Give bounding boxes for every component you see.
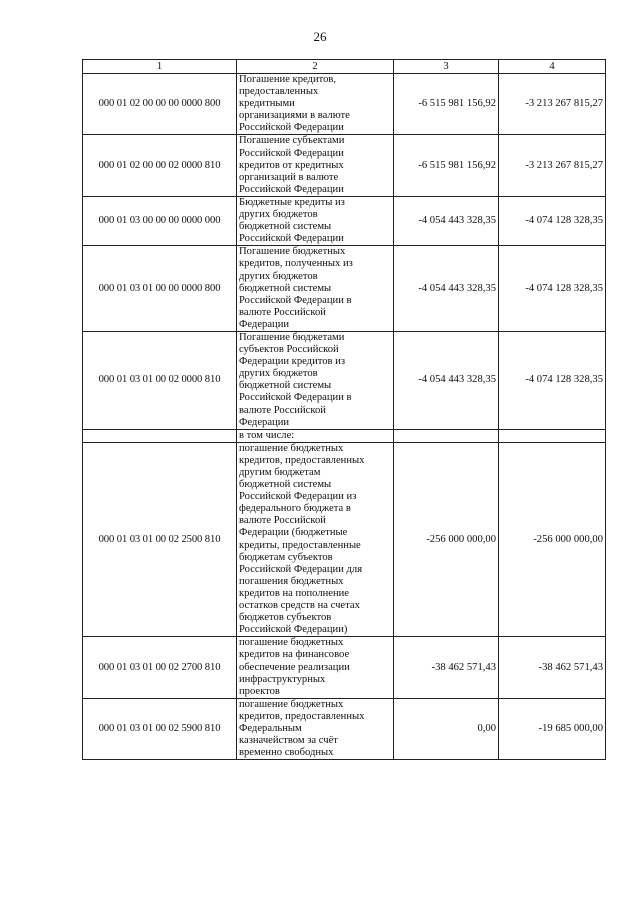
column-header-3: 3 [394, 60, 499, 74]
item-name-line: погашение бюджетных [239, 637, 344, 649]
amount-col3-cell: -4 054 443 328,35 [394, 196, 499, 245]
item-name-line: Федерации (бюджетные [239, 527, 348, 539]
column-header-1: 1 [83, 60, 237, 74]
item-name-cell [237, 196, 394, 245]
item-name-line: другим бюджетам [239, 467, 321, 478]
item-name-line: Российской Федерации в [239, 294, 352, 306]
budget-code-cell: 000 01 02 00 00 00 0000 800 [83, 74, 237, 135]
item-name-line: других бюджетов [239, 270, 318, 282]
item-name-line: других бюджетов [239, 368, 318, 380]
item-name-line: валюте Российской [239, 515, 326, 527]
item-name-line: бюджетной системы [239, 479, 332, 491]
amount-col4-cell: -4 074 128 328,35 [499, 196, 606, 245]
budget-code-cell: 000 01 03 01 00 02 2500 810 [83, 442, 237, 637]
budget-table [82, 59, 606, 760]
item-name-line: Российской Федерации [239, 147, 344, 159]
item-name-line: казначейством за счёт [239, 735, 338, 747]
amount-col3-cell: 0,00 [394, 698, 499, 759]
page-number: 26 [313, 29, 327, 44]
item-name-cell [237, 442, 394, 637]
column-header-2: 2 [237, 60, 394, 74]
table-body [83, 74, 606, 760]
item-name-line: Российской Федерации из [239, 491, 357, 503]
amount-col4-cell: -4 074 128 328,35 [499, 331, 606, 429]
amount-col3-cell: -38 462 571,43 [394, 637, 499, 698]
item-name-line: бюджетной системы [239, 221, 332, 233]
item-name-line: погашения бюджетных [239, 575, 344, 587]
item-name-line: Погашение субъектами [239, 135, 345, 147]
item-name-cell [237, 698, 394, 759]
item-name-line: организациями в валюте [239, 110, 350, 122]
item-name-line: Федеральным [239, 722, 302, 734]
item-name-line: Бюджетные кредиты из [239, 196, 345, 208]
budget-code-cell [83, 429, 237, 442]
amount-col4-cell: -19 685 000,00 [499, 698, 606, 759]
item-name-line: Российской Федерации [239, 122, 344, 134]
amount-col3-cell [394, 429, 499, 442]
item-name-line: погашение бюджетных [239, 442, 344, 454]
item-name-line: предоставленных [239, 86, 319, 98]
item-name-cell [237, 135, 394, 196]
table-row [83, 196, 606, 245]
item-name-line: валюте Российской [239, 404, 326, 416]
item-name-line: Федерации [239, 318, 290, 330]
table-row [83, 135, 606, 196]
item-name-cell [237, 246, 394, 332]
item-name-line: кредитов на финансовое [239, 649, 350, 661]
item-name-line: в том числе: [239, 429, 295, 441]
item-name-line: обеспечение реализации [239, 661, 350, 673]
item-name-line: Погашение бюджетных [239, 246, 346, 258]
item-name-line: проектов [239, 685, 280, 697]
item-name-cell [237, 331, 394, 429]
item-name-line: бюджетной системы [239, 282, 332, 294]
budget-code-cell: 000 01 03 01 00 00 0000 800 [83, 246, 237, 332]
amount-col3-cell: -4 054 443 328,35 [394, 246, 499, 332]
item-name-line: бюджетов субъектов [239, 612, 332, 624]
item-name-line: Федерации [239, 416, 290, 428]
item-name-line: остатков средств на счетах [239, 600, 360, 612]
amount-col3-cell: -4 054 443 328,35 [394, 331, 499, 429]
item-name-line: Российской Федерации [239, 183, 344, 195]
table-row [83, 442, 606, 637]
item-name-line: Российской Федерации для [239, 563, 363, 575]
item-name-line: федерального бюджета в [239, 503, 351, 515]
table-row [83, 637, 606, 698]
item-name-line: валюте Российской [239, 306, 326, 318]
table-row [83, 246, 606, 332]
amount-col4-cell: -38 462 571,43 [499, 637, 606, 698]
amount-col4-cell: -4 074 128 328,35 [499, 246, 606, 332]
item-name-line: кредитов, предоставленных [239, 710, 365, 722]
budget-code-cell: 000 01 03 01 00 02 0000 810 [83, 331, 237, 429]
item-name-line: кредитов, полученных из [239, 258, 353, 270]
amount-col4-cell: -256 000 000,00 [499, 442, 606, 637]
item-name-line: погашение бюджетных [239, 698, 344, 710]
item-name-line: Российской Федерации в [239, 392, 352, 404]
item-name-line: субъектов Российской [239, 344, 339, 356]
item-name-cell [237, 74, 394, 135]
budget-code-cell: 000 01 03 01 00 02 2700 810 [83, 637, 237, 698]
budget-code-cell: 000 01 03 01 00 02 5900 810 [83, 698, 237, 759]
column-header-4: 4 [499, 60, 606, 74]
item-name-line: Российской Федерации [239, 233, 344, 245]
budget-code-cell: 000 01 03 00 00 00 0000 000 [83, 196, 237, 245]
item-name-line: временно свободных [239, 747, 334, 759]
item-name-cell [237, 637, 394, 698]
item-name-line: кредитов от кредитных [239, 159, 344, 171]
amount-col4-cell: -3 213 267 815,27 [499, 135, 606, 196]
item-name-line: Российской Федерации) [239, 624, 348, 636]
item-name-cell [237, 429, 394, 442]
amount-col3-cell: -6 515 981 156,92 [394, 135, 499, 196]
table-header-row [83, 60, 606, 74]
item-name-line: кредитов на пополнение [239, 587, 350, 599]
item-name-line: бюджетам субъектов [239, 551, 333, 563]
item-name-line: Федерации кредитов из [239, 356, 346, 368]
budget-code-cell: 000 01 02 00 00 02 0000 810 [83, 135, 237, 196]
amount-col3-cell: -256 000 000,00 [394, 442, 499, 637]
item-name-line: кредитов, предоставленных [239, 454, 365, 466]
table-row [83, 74, 606, 135]
amount-col4-cell: -3 213 267 815,27 [499, 74, 606, 135]
amount-col4-cell [499, 429, 606, 442]
item-name-line: Погашение бюджетами [239, 331, 345, 343]
item-name-line: организаций в валюте [239, 171, 339, 183]
item-name-line: бюджетной системы [239, 380, 332, 392]
table-row [83, 331, 606, 429]
amount-col3-cell: -6 515 981 156,92 [394, 74, 499, 135]
item-name-line: кредитными [239, 98, 295, 110]
table-row [83, 429, 606, 442]
item-name-line: других бюджетов [239, 209, 318, 221]
table-row [83, 698, 606, 759]
item-name-line: Погашение кредитов, [239, 74, 337, 85]
item-name-line: инфраструктурных [239, 673, 326, 685]
item-name-line: кредиты, предоставленные [239, 539, 361, 551]
